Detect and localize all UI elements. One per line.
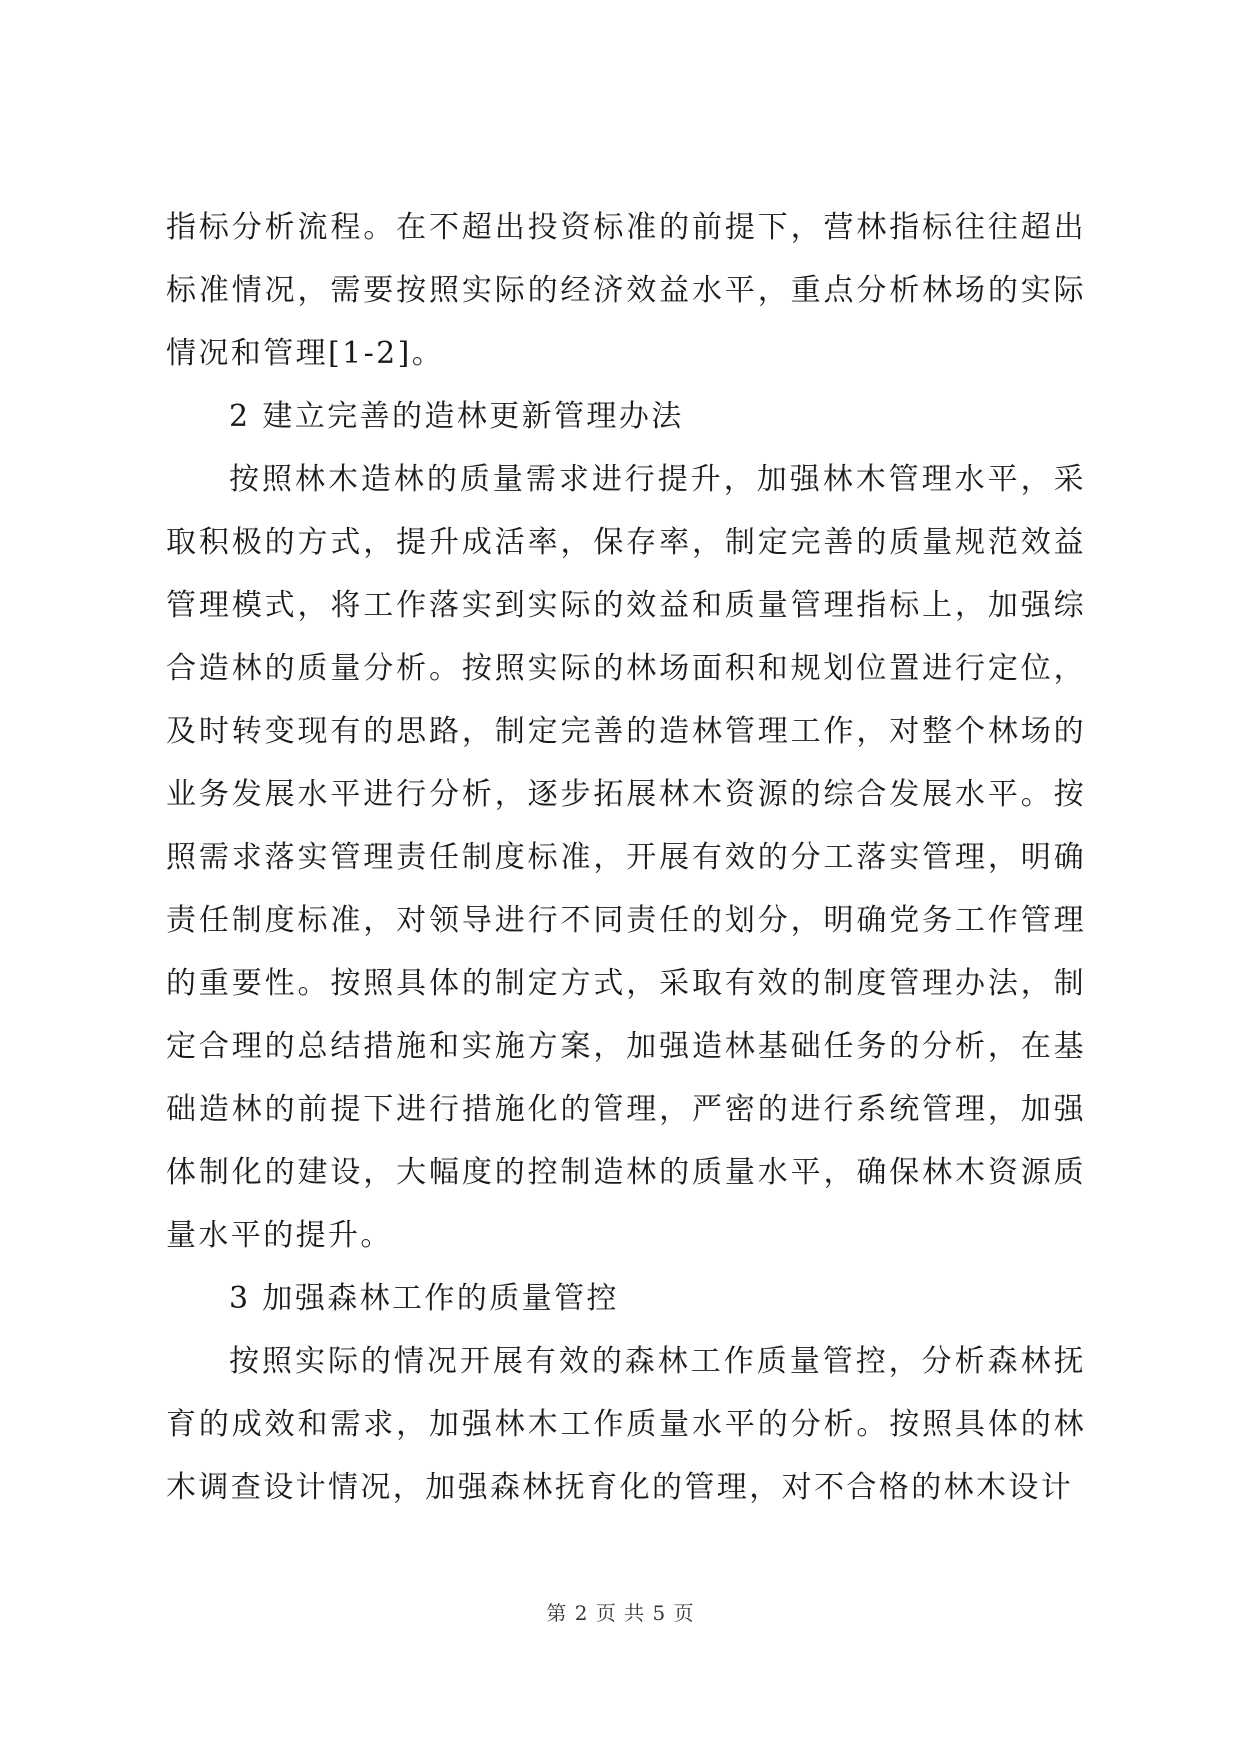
section-heading-3: 3 加强森林工作的质量管控 — [229, 1281, 619, 1316]
paragraph-section-2: 按照林木造林的质量需求进行提升，加强林木管理水平，采取积极的方式，提升成活率，保存率，制定完善的质量规范效益管理模式，将工作落实到实际的效益和质量管理指标上，加强综合造林的质量分析。按照实际的林场面积和规划位置进行定位，及时转变现有的思路，制定完善的造林管理工作，对整个林场的业务发展水平进行分析，逐步拓展林木资源的综合发展水平。按照需求落实管理责任制度标准，开展有效的分工落实管理，明确责任制度标准，对领导进行不同责任的划分，明确党务工作管理的重要性。按照具体的制定方式，采取有效的制度管理办法，制定合理的总结措施和实施方案，加强造林基础任务的分析，在基础造林的前提下进行措施化的管理，严密的进行系统管理，加强体制化的建设，大幅度的控制造林的质量水平，确保林木资源质量水平的提升。 — [166, 462, 1086, 1253]
section-heading-2: 2 建立完善的造林更新管理办法 — [229, 399, 684, 434]
paragraph-section-3: 按照实际的情况开展有效的森林工作质量管控，分析森林抚育的成效和需求，加强林木工作质量水平的分析。按照具体的林木调查设计情况，加强森林抚育化的管理，对不合格的林木设计 — [166, 1344, 1086, 1505]
document-body — [166, 196, 1086, 1519]
paragraph-continued: 指标分析流程。在不超出投资标准的前提下，营林指标往往超出标准情况，需要按照实际的经济效益水平，重点分析林场的实际情况和管理[1-2]。 — [166, 210, 1086, 371]
page-number-footer: 第 2 页 共 5 页 — [546, 1601, 695, 1625]
